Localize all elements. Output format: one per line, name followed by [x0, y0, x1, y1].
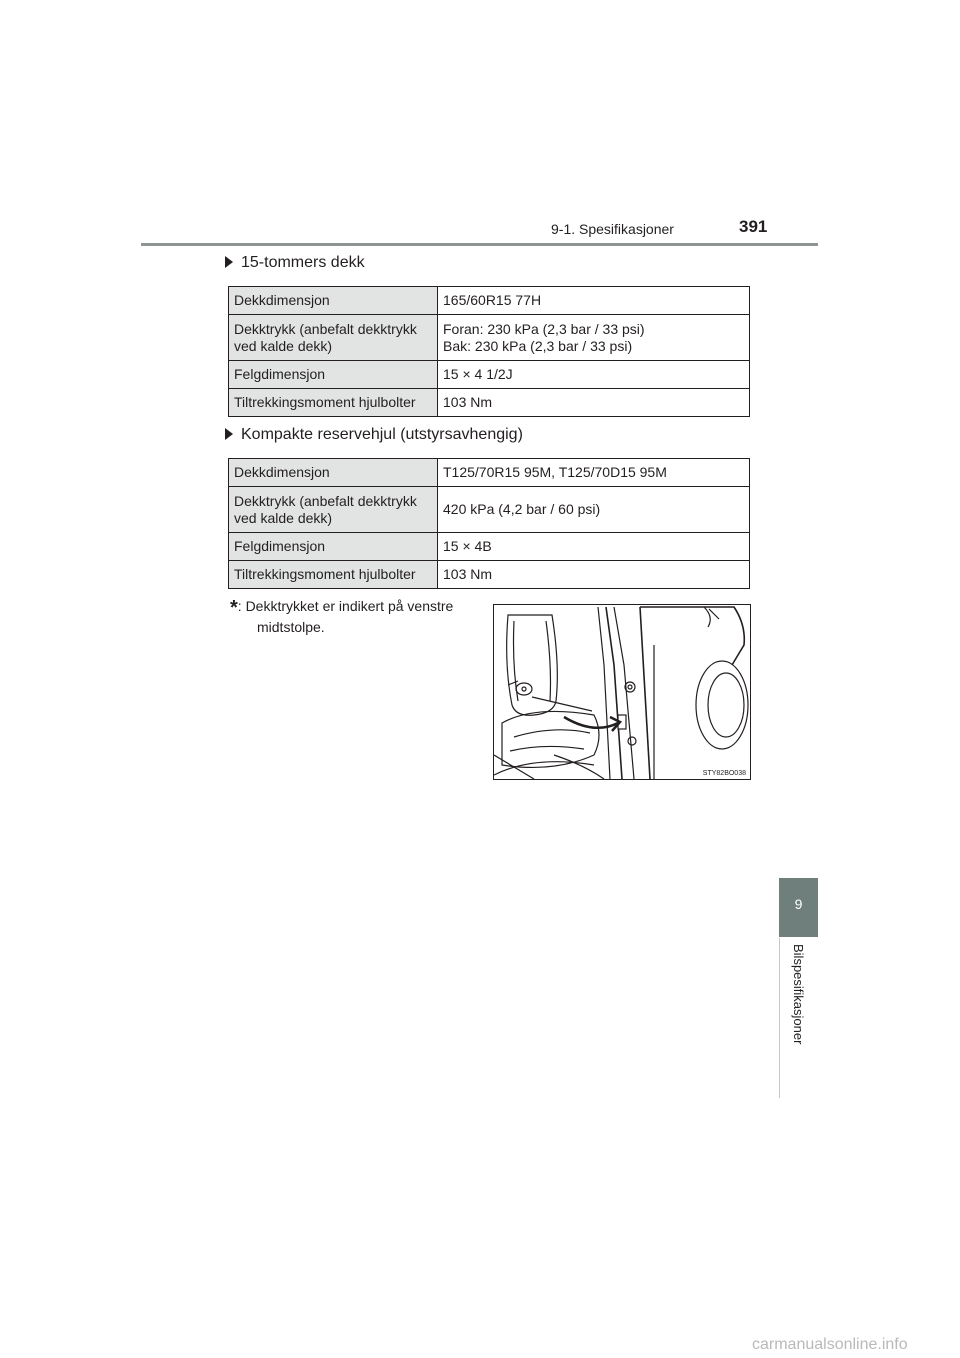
- row-label: Dekktrykk (anbefalt dekktrykk ved kalde dekk): [229, 487, 438, 533]
- table-row: [229, 315, 750, 361]
- door-pillar-figure: [493, 604, 751, 780]
- footnote-marker: *: [230, 597, 238, 619]
- row-value: 165/60R15 77H: [438, 287, 750, 315]
- table-row: [229, 561, 750, 589]
- row-label: Felgdimensjon: [229, 533, 438, 561]
- chapter-number: 9: [794, 896, 803, 912]
- watermark: carmanualsonline.info: [752, 1336, 908, 1353]
- chapter-label: Bilspesifikasjoner: [791, 944, 806, 1045]
- row-label: Felgdimensjon: [229, 361, 438, 389]
- footnote-text: : Dekktrykket er indikert på venstre: [237, 598, 454, 614]
- section-heading-text: 15-tommers dekk: [241, 254, 365, 271]
- row-value: 420 kPa (4,2 bar / 60 psi): [438, 487, 750, 533]
- footnote-text-continued: midtstolpe.: [257, 619, 325, 635]
- section-title: 9-1. Spesifikasjoner: [551, 221, 674, 237]
- header-divider: [141, 243, 818, 246]
- section-heading-text: Kompakte reservehjul (utstyrsavhengig): [241, 426, 523, 443]
- table-row: [229, 287, 750, 315]
- tire-spec-table-15-inch: [228, 286, 750, 417]
- table-row: [229, 533, 750, 561]
- table-row: [229, 361, 750, 389]
- table-row: [229, 389, 750, 417]
- row-label: Tiltrekkingsmoment hjulbolter: [229, 389, 438, 417]
- table-row: [229, 459, 750, 487]
- tire-spec-table-compact-spare: [228, 458, 750, 589]
- section-heading-compact-spare: [225, 426, 523, 444]
- row-value: T125/70R15 95M, T125/70D15 95M: [438, 459, 750, 487]
- row-value: 103 Nm: [438, 389, 750, 417]
- row-value: Foran: 230 kPa (2,3 bar / 33 psi) Bak: 230 kPa (2,3 bar / 33 psi): [438, 315, 750, 361]
- row-value: 103 Nm: [438, 561, 750, 589]
- footnote: [230, 597, 488, 637]
- row-label: Dekkdimensjon: [229, 287, 438, 315]
- row-label: Dekktrykk (anbefalt dekktrykk ved kalde dekk): [229, 315, 438, 361]
- row-label: Tiltrekkingsmoment hjulbolter: [229, 561, 438, 589]
- row-value: 15 × 4 1/2J: [438, 361, 750, 389]
- row-value: 15 × 4B: [438, 533, 750, 561]
- row-label: Dekkdimensjon: [229, 459, 438, 487]
- section-heading-15-inch: [225, 254, 365, 272]
- car-door-pillar-icon: [494, 605, 750, 779]
- bullet-arrow-icon: [225, 256, 233, 268]
- figure-code: STY82BO038: [702, 770, 746, 777]
- page-number: 391: [739, 217, 768, 236]
- bullet-arrow-icon: [225, 428, 233, 440]
- table-row: [229, 487, 750, 533]
